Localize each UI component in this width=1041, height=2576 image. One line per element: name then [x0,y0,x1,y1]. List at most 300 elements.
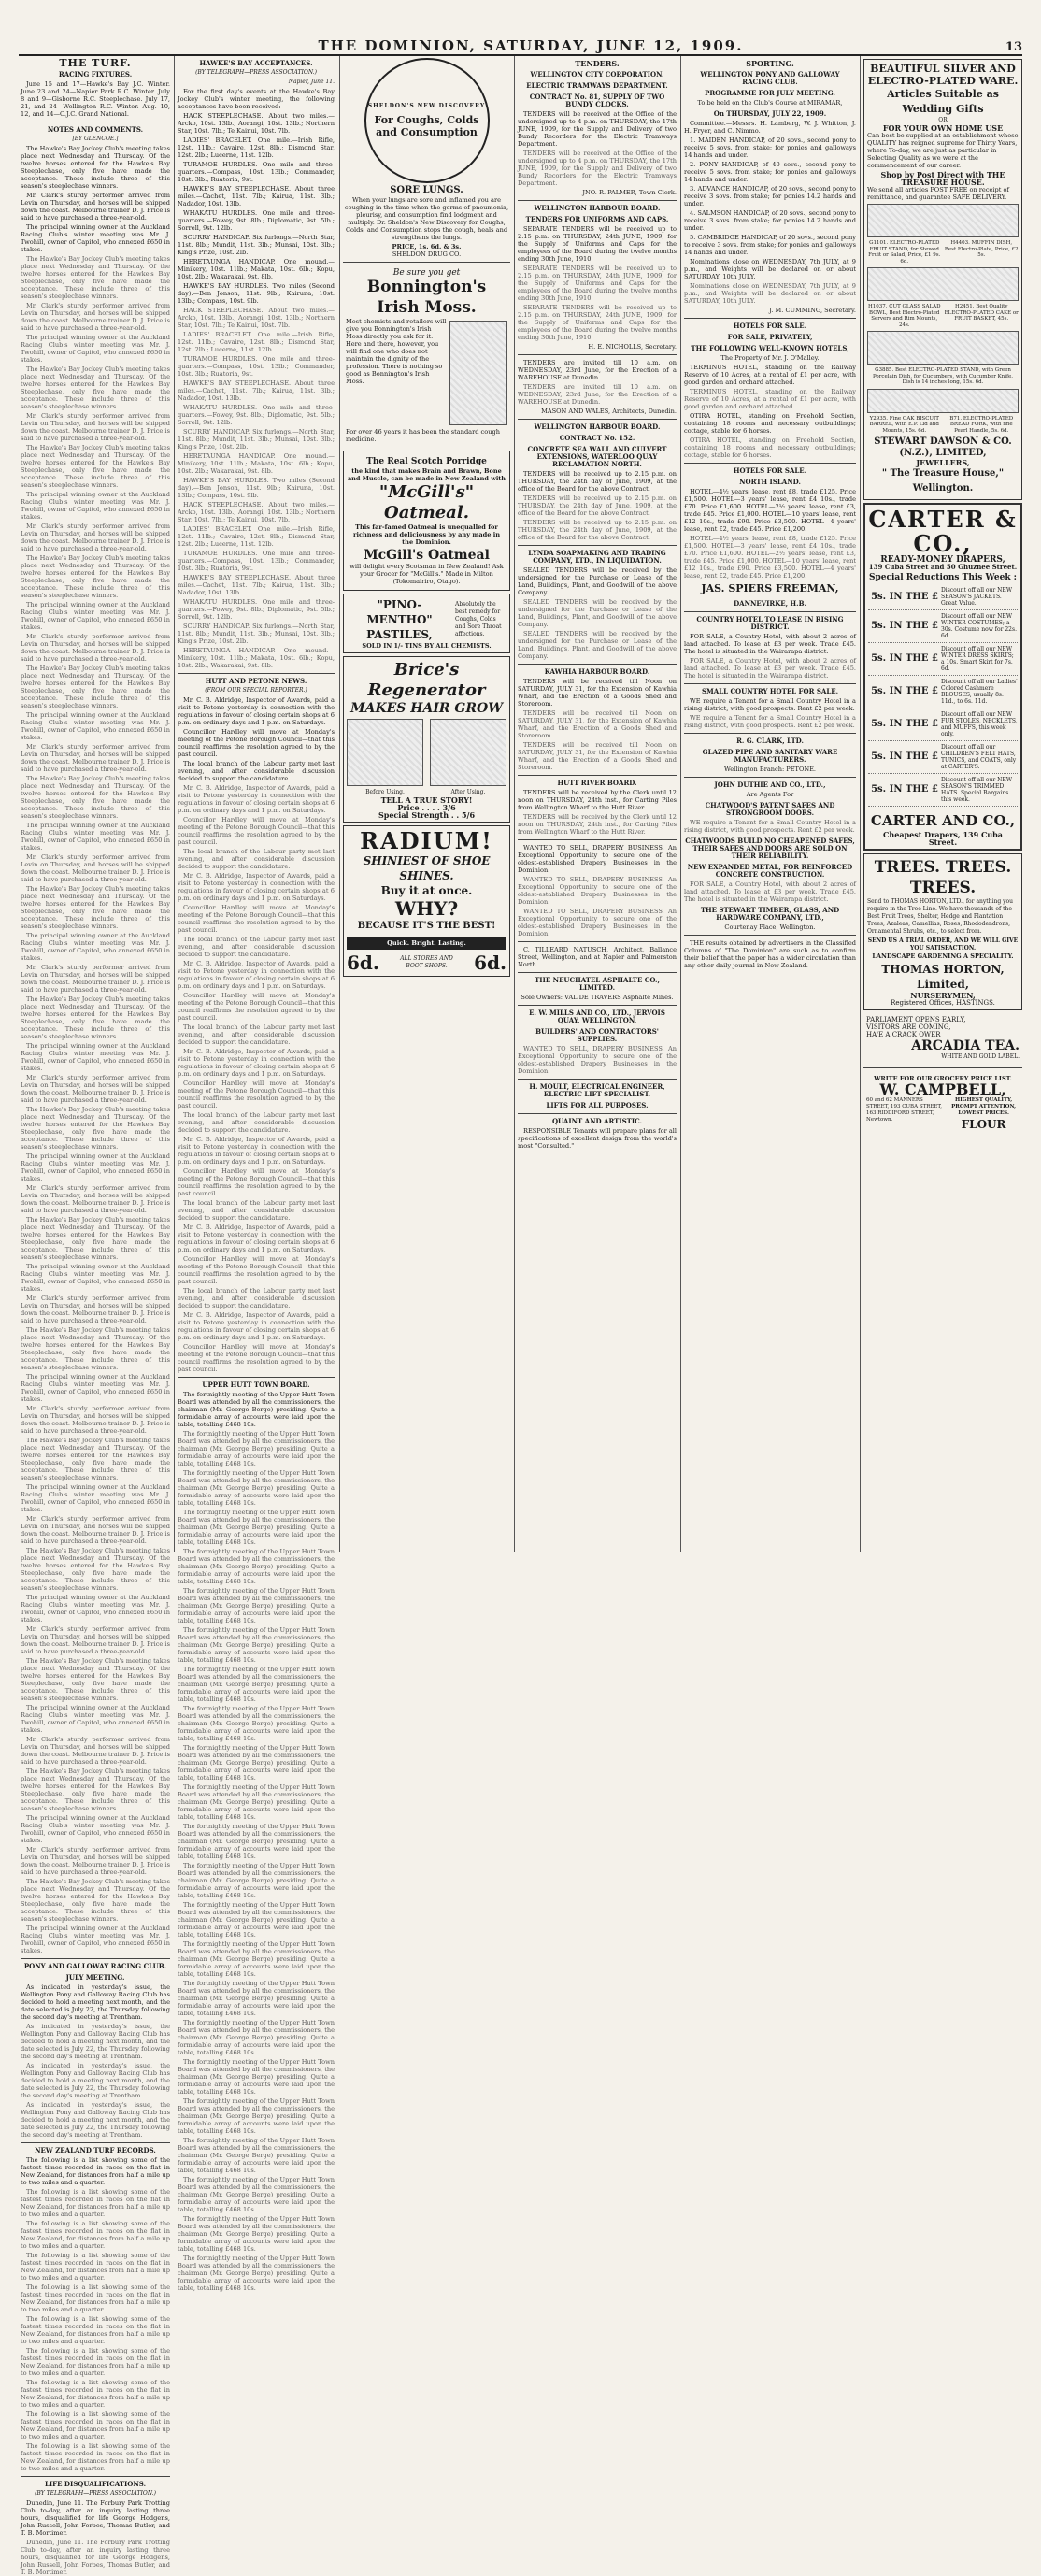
agent-name: JAS. SPIERS FREEMAN, [701,582,839,594]
column-ads [343,56,510,1557]
article-text: LADIES' BRACELET. One mile.—Irish Rifle, 12st. 11lb.; Cavaire, 12st. 8lb.; Dismond Star, 12st. 2lb.; Lucerne, 11st. 12lb. [178,136,335,159]
article-text: TURAMOE HURDLES. One mile and three-quarters.—Compass, 10st. 13lb.; Commander, 10st. 3lb.; Ruatoria, 9st. [178,355,335,378]
article-text: The fortnightly meeting of the Upper Hutt Town Board was attended by all the commissioners, the chairman (Mr. George Berge) presiding. Quite a formidable array of accounts were laid upon the table, totalling £468 10s. [178,1901,335,1939]
article-text: The following is a list showing some of the fastest times recorded in races on the flat in New Zealand, for distances from half a mile up to two miles and a quarter. [21,2411,170,2440]
notice-text: TENDERS are invited till 10 a.m. on WEDNESDAY, 23rd June, for the Erection of a WAREHOUSE at Dunedin. [518,383,677,406]
agent-address: DANNEVIRKE, H.B. [734,599,806,608]
discount-text: Discount off all our NEW FUR STOLES, NECKLETS, and MUFFS, this week only. [941,711,1018,737]
before-illustration [347,719,423,786]
notice-text: Courtenay Place, Wellington. [724,923,816,931]
notice-org: WELLINGTON HARBOUR BOARD. [534,204,661,212]
ad-text: the kind that makes Brain and Brawn, Bone and Muscle, can be made in New Zealand with [347,467,506,482]
article-text: Mr. Clark's sturdy performer arrived from Levin on Thursday, and horses will be shipped down the coast. Melbourne trainer D. J. Price is said to have purchased a three-year-old. [21,1074,170,1104]
ad-text: WHY? [394,897,459,920]
discount-text: Discount off all our NEW SEASON'S JACKETS. Great Value. [941,587,1012,607]
ad-text: HIGHEST QUALITY, PROMPT ATTENTION, LOWEST PRICES. [951,1097,1017,1116]
notice-text: TERMINUS HOTEL, standing on the Railway Reserve of 10 Acres, at a rental of £1 per acre, with good garden and orchard attached. [684,388,856,410]
article-text: The fortnightly meeting of the Upper Hutt Town Board was attended by all the commissioners, the chairman (Mr. George Berge) presiding. Quite a formidable array of accounts were laid upon the table, totalling £468 10s. [178,1783,335,1821]
article-text: The Hawke's Bay Jockey Club's meeting takes place next Wednesday and Thursday. Of the twelve horses entered for the Hawke's Bay Steeplechase, only five have made the acceptance. These include three of this season's steeplechase winners. [21,255,170,300]
article-text: The local branch of the Labour party met last evening, and after considerable discussion decided to support the candidature. [178,760,335,782]
notice-org: THE NEUCHATEL ASPHALTE CO., LIMITED. [535,976,660,992]
notice-text: 4. SALMSON HANDICAP, of 20 sovs., second pony to receive 3 sovs. from stake; for ponies 14.2 hands and under. [684,209,856,232]
article-text: The fortnightly meeting of the Upper Hutt Town Board was attended by all the commissioners, the chairman (Mr. George Berge) presiding. Quite a formidable array of accounts were laid upon the table, totalling £468 10s. [178,1744,335,1782]
notice-text: THE results obtained by advertisers in the Classified Columns of "The Dominion" are such as to confirm their belief that the paper has a wider circulation than any other daily journal in New Zealand. [684,939,856,969]
article-text: Mr. C. B. Aldridge, Inspector of Awards, paid a visit to Petone yesterday in connection with the regulations in favour of closing certain shops at 6 p.m. on ordinary days and 1 p.m. on Saturdays. [178,1048,335,1078]
notice-text: FOR SALE, a Country Hotel, with about 2 acres of land attached. To lease at £3 per week. Trade £45. The hotel is situated in the Wairarapa district. [684,657,856,680]
notice-org: KAWHIA HARBOUR BOARD. [544,667,650,676]
ad-text: WHITE AND GOLD LABEL. [941,1053,1020,1060]
notice-text: To be held on the Club's Course at MIRAMAR, [697,99,843,107]
byline: (BY TELEGRAPH—PRESS ASSOCIATION.) [35,2490,156,2497]
notice-org: E. W. MILLS AND CO., LTD., JERVOIS QUAY, WELLINGTON, [529,1009,665,1024]
masthead [19,37,1022,56]
silverware-illustration [867,331,1019,365]
ad-text: ALL STORES AND BOOT SHOPS. [400,955,453,969]
article-text: The principal winning owner at the Auckland Racing Club's winter meeting was Mr. J. Twohill, owner of Capitol, who annexed £650 in stakes. [21,1483,170,1513]
ad-price: 6d. [347,952,379,974]
notice-org: THE STEWART TIMBER, GLASS, AND HARDWARE COMPANY, LTD., [700,906,840,922]
article-text: As indicated in yesterday's issue, the Wellington Pony and Galloway Racing Club has decided to hold a meeting next month, and the date selected is July 22, the Thursday following the second day's meeting at Trentham. [21,2023,170,2060]
byline: (FROM OUR SPECIAL REPORTER.) [205,687,307,694]
notice-org: JOHN DUTHIE AND CO., LTD., [714,780,826,789]
article-text: Mr. Clark's sturdy performer arrived from Levin on Thursday, and horses will be shipped down the coast. Melbourne trainer D. J. Price is said to have purchased a three-year-old. [21,853,170,883]
ad-text: OR [938,117,948,123]
ad-seller: SHELDON DRUG CO. [392,250,462,258]
article-text: The fortnightly meeting of the Upper Hutt Town Board was attended by all the commissioners, the chairman (Mr. George Berge) presiding. Quite a formidable array of accounts were laid upon the table, totalling £468 10s. [178,1391,335,1428]
notice-heading: NEW EXPANDED METAL, FOR REINFORCED CONCRETE CONSTRUCTION. [687,863,853,879]
article-text: Mr. Clark's sturdy performer arrived from Levin on Thursday, and horses will be shipped down the coast. Melbourne trainer D. J. Price is said to have purchased a three-year-old. [21,1846,170,1876]
article-text: The fortnightly meeting of the Upper Hutt Town Board was attended by all the commissioners, the chairman (Mr. George Berge) presiding. Quite a formidable array of accounts were laid upon the table, totalling £468 10s. [178,1469,335,1507]
ad-heading: Articles Suitable as Wedding Gifts [887,88,999,115]
column-rule [860,56,861,1552]
caption: After Using. [450,789,486,795]
article-text: HAWKE'S BAY STEEPLECHASE. About three miles.—Cachet, 11st. 7lb.; Kairua, 11st. 3lb.; Nadador, 10st. 13lb. [178,379,335,402]
notice-text: TENDERS will be received at the Office of the undersigned up to 4 p.m. on THURSDAY, the 17th JUNE, 1909, for the Supply and Delivery of two Bundy Recorders for the Electric Tramways Department. [518,110,677,148]
ad-price: PRICE, 1s. 6d. & 3s. [392,243,462,250]
article-text: The local branch of the Labour party met last evening, and after considerable discussion decided to support the candidature. [178,936,335,958]
radium-ad [343,825,510,977]
article-text: Dunedin, June 11. The Forbury Park Trotting Club to-day, after an inquiry lasting three hours, disqualified for life George Hodgens, John Russell, John Forbes, Thomas Butler, and T. B. Mortimer. [21,2499,170,2537]
article-text: Mr. C. B. Aldridge, Inspector of Awards, paid a visit to Petone yesterday in connection with the regulations in favour of closing certain shops at 6 p.m. on ordinary days and 1 p.m. on Saturdays. [178,960,335,990]
discount-amount: 5s. IN THE £ [871,686,938,696]
campbell-ad [863,1072,1022,1135]
article-text: The fortnightly meeting of the Upper Hutt Town Board was attended by all the commissioners, the chairman (Mr. George Berge) presiding. Quite a formidable array of accounts were laid upon the table, totalling £468 10s. [178,1823,335,1860]
ad-text: " The Treasure House," Wellington. [881,468,1005,494]
article-text: HAWKE'S BAY STEEPLECHASE. About three miles.—Cachet, 11st. 7lb.; Kairua, 11st. 3lb.; Nadador, 10st. 13lb. [178,185,335,208]
article-text: SCURRY HANDICAP. Six furlongs.—North Star, 11st. 8lb.; Mundit, 11st. 3lb.; Munsai, 10st. 3lb.; King's Prize, 10st. 2lb. [178,623,335,645]
notice-text: Sole Owners: VAL DE TRAVERS Asphalte Mines. [520,994,674,1001]
notice-text: SEALED TENDERS will be received by the undersigned for the Purchase or Lease of the Land, Buildings, Plant, and Goodwill of the above Company. [518,566,677,596]
ad-heading: The Real Scotch Porridge [366,457,487,466]
article-text: The principal winning owner at the Auckland Racing Club's winter meeting was Mr. J. Twohill, owner of Capitol, who annexed £650 in stakes. [21,1704,170,1734]
article-text: The principal winning owner at the Auckland Racing Club's winter meeting was Mr. J. Twohill, owner of Capitol, who annexed £650 in stakes. [21,1925,170,1954]
article-heading: LIFE DISQUALIFICATIONS. [44,2480,147,2488]
brice-ad [343,656,510,823]
article-text: Mr. C. B. Aldridge, Inspector of Awards, paid a visit to Petone yesterday in connection with the regulations in favour of closing certain shops at 6 p.m. on ordinary days and 1 p.m. on Saturdays. [178,872,335,902]
article-text: The principal winning owner at the Auckland Racing Club's winter meeting was Mr. J. Twohill, owner of Capitol, who annexed £650 in stakes. [21,932,170,962]
article-text: Mr. C. B. Aldridge, Inspector of Awards, paid a visit to Petone yesterday in connection with the regulations in favour of closing certain shops at 6 p.m. on ordinary days and 1 p.m. on Saturdays. [178,784,335,814]
ad-tagline: Be sure you get [392,268,461,278]
item-caption: H1037. CUT GLASS SALAD BOWL, Best Electro-Plated Servers and Rim Mounts, 24s. [867,304,941,328]
masthead-title: THE DOMINION, SATURDAY, JUNE 12, 1909. [318,37,744,54]
article-text: The Hawke's Bay Jockey Club's meeting takes place next Wednesday and Thursday. Of the twelve horses entered for the Hawke's Bay Steeplechase, only five have made the acceptance. These include three of this season's steeplechase winners. [21,1106,170,1151]
ad-tagline: SHINIEST OF SHOE SHINES. [363,854,491,882]
column-hawkes-bay [178,56,335,2292]
article-text: The following is a list showing some of the fastest times recorded in races on the flat in New Zealand, for distances from half a mile up to two miles and a quarter. [21,2347,170,2377]
article-text: The fortnightly meeting of the Upper Hutt Town Board was attended by all the commissioners, the chairman (Mr. George Berge) presiding. Quite a formidable array of accounts were laid upon the table, totalling £468 10s. [178,2254,335,2292]
article-heading: HAWKE'S BAY ACCEPTANCES. [199,59,313,67]
notice-text: TENDERS will be received till Noon on SATURDAY, JULY 31, for the Extension of Kawhia Wharf, and the Erection of a Goods Shed and Storeroom. [518,741,677,771]
article-text: The fortnightly meeting of the Upper Hutt Town Board was attended by all the commissioners, the chairman (Mr. George Berge) presiding. Quite a formidable array of accounts were laid upon the table, totalling £468 10s. [178,1666,335,1703]
notice-text: SEPARATE TENDERS will be received up to 2.15 p.m. on THURSDAY, 24th JUNE, 1909, for the Supply of Uniforms and Caps for the employees of the Board during the twelve months ending 30th June, 1910. [518,225,677,263]
discount-amount: 5s. IN THE £ [871,591,938,602]
article-text: The local branch of the Labour party met last evening, and after considerable discussion decided to support the candidature. [178,1287,335,1309]
article-text: Councillor Hardley will move at Monday's meeting of the Petone Borough Council—that this council reaffirms the resolution agreed to by the past council. [178,1255,335,1285]
notice-org: WELLINGTON PONY AND GALLOWAY RACING CLUB. [700,70,840,86]
ad-text: FLOUR [961,1118,1006,1131]
notice-text: TENDERS will be received at the Office of the undersigned up to 4 p.m. on THURSDAY, the 17th JUNE, 1909, for the Supply and Delivery of two Bundy Recorders for the Electric Tramways Department. [518,150,677,187]
ad-brand: McGill's Oatmeal [364,548,490,563]
notice-text: WANTED TO SELL, DRAPERY BUSINESS. An Exceptional Opportunity to secure one of the oldest-established Drapery Businesses in the Dominion. [518,908,677,937]
seal-ring-text: SHELDON'S NEW DISCOVERY [367,103,486,109]
notice-heading: THE FOLLOWING WELL-KNOWN HOTELS, [691,344,849,352]
article-text: The Hawke's Bay Jockey Club's meeting takes place next Wednesday and Thursday. Of the twelve horses entered for the Hawke's Bay Steeplechase, only five have made the acceptance. These include three of this season's steeplechase winners. [21,1326,170,1371]
article-text: The local branch of the Labour party met last evening, and after considerable discussion decided to support the candidature. [178,848,335,870]
notice-text: SEALED TENDERS will be received by the undersigned for the Purchase or Lease of the Land, Buildings, Plant, and Goodwill of the above Company. [518,598,677,628]
ad-text: will delight every Scotsman in New Zealand! Ask your Grocer for "McGill's." Made in Milton (Tokomairiro, Otago). [349,563,504,585]
ad-brand: Bonnington's Irish Moss. [366,278,487,317]
notice-text: WANTED TO SELL, DRAPERY BUSINESS. An Exceptional Opportunity to secure one of the oldest-established Drapery Businesses in the Dominion. [518,1045,677,1075]
section-title: HOTELS FOR SALE. [733,322,807,330]
ad-price: 6d. [474,952,506,974]
ad-brand: RADIUM! [360,827,493,854]
item-caption: B71. ELECTRO-PLATED BREAD FORK, with fine Pearl Handle, 5s. 6d. [949,415,1014,434]
notice-text: SEPARATE TENDERS will be received up to 2.15 p.m. on THURSDAY, 24th JUNE, 1909, for the Supply of Uniforms and Caps for the employees of the Board during the twelve months ending 30th June, 1910. [518,304,677,341]
column-rule [174,56,175,1552]
notice-heading: QUAINT AND ARTISTIC. [551,1117,643,1125]
article-text: The fortnightly meeting of the Upper Hutt Town Board was attended by all the commissioners, the chairman (Mr. George Berge) presiding. Quite a formidable array of accounts were laid upon the table, totalling £468 10s. [178,1509,335,1546]
article-text: The Hawke's Bay Jockey Club's meeting takes place next Wednesday and Thursday. Of the twelve horses entered for the Hawke's Bay Steeplechase, only five have made the acceptance. These include three of this season's steeplechase winners. [21,1657,170,1702]
notice-org: WELLINGTON HARBOUR BOARD. [534,422,661,431]
article-text: The fortnightly meeting of the Upper Hutt Town Board was attended by all the commissioners, the chairman (Mr. George Berge) presiding. Quite a formidable array of accounts were laid upon the table, totalling £468 10s. [178,1940,335,1978]
silverware-illustration [867,389,1019,413]
article-text: The Hawke's Bay Jockey Club's meeting takes place next Wednesday and Thursday. Of the twelve horses entered for the Hawke's Bay Steeplechase, only five have made the acceptance. These include three of this season's steeplechase winners. [21,365,170,410]
article-text: The fortnightly meeting of the Upper Hutt Town Board was attended by all the commissioners, the chairman (Mr. George Berge) presiding. Quite a formidable array of accounts were laid upon the table, totalling £468 10s. [178,2176,335,2213]
ad-text: Registered Offices, HASTINGS. [891,999,995,1007]
ad-text: LANDSCAPE GARDENING A SPECIALITY. [872,952,1014,960]
ad-brand: ARCADIA TEA. [911,1038,1020,1053]
ad-address: 139 Cuba Street and 50 Ghuznee Street. [868,563,1018,571]
notice-org: HUTT RIVER BOARD. [557,779,637,787]
article-text: For the first day's events at the Hawke's Bay Jockey Club's winter meeting, the following acceptances have been received:— [178,88,335,110]
ad-text: Absolutely the best remedy for Coughs, Colds and Sore Throat affections. [455,601,502,637]
article-text: LADIES' BRACELET. One mile.—Irish Rifle, 12st. 11lb.; Cavaire, 12st. 8lb.; Dismond Star, 12st. 2lb.; Lucerne, 11st. 12lb. [178,331,335,353]
article-text: Councillor Hardley will move at Monday's meeting of the Petone Borough Council—that this council reaffirms the resolution agreed to by the past council. [178,1343,335,1373]
article-text: The principal winning owner at the Auckland Racing Club's winter meeting was Mr. J. Twohill, owner of Capitol, who annexed £650 in stakes. [21,601,170,631]
discount-amount: 5s. IN THE £ [871,653,938,664]
arcadia-ad [863,1013,1022,1064]
article-text: Mr. Clark's sturdy performer arrived from Levin on Thursday, and horses will be shipped down the coast. Melbourne trainer D. J. Price is said to have purchased a three-year-old. [21,412,170,442]
article-text: The principal winning owner at the Auckland Racing Club's winter meeting was Mr. J. Twohill, owner of Capitol, who annexed £650 in stakes. [21,1373,170,1403]
article-text: The Hawke's Bay Jockey Club's meeting takes place next Wednesday and Thursday. Of the twelve horses entered for the Hawke's Bay Steeplechase, only five have made the acceptance. These include three of this season's steeplechase winners. [21,1437,170,1481]
notice-heading: FOR SALE, PRIVATELY, [727,333,813,341]
notice-signature: J. M. CUMMING, Secretary. [769,307,856,314]
discount-amount: 5s. IN THE £ [871,719,938,729]
column-display-ads [863,56,1022,1557]
discount-amount: 5s. IN THE £ [871,751,938,762]
notice-heading: CHATWOODS BUILD NO CHEAPENED SAFES, THEIR SAFES AND DOORS ARE SOLD ON THEIR RELIABILITY. [685,837,855,860]
notice-date: On THURSDAY, JULY 22, 1909. [713,109,827,118]
ad-text: JEWELLERS, [916,458,970,467]
column-sporting [684,56,856,1557]
article-text: The principal winning owner at the Auckland Racing Club's winter meeting was Mr. J. Twohill, owner of Capitol, who annexed £650 in stakes. [21,1152,170,1182]
article-text: HACK STEEPLECHASE. About two miles.—Arcko, 10st. 13lb.; Aorangi, 10st. 13lb.; Northern Star, 10st. 7lb.; Te Kainui, 10st. 7lb. [178,112,335,135]
article-text: As indicated in yesterday's issue, the Wellington Pony and Galloway Racing Club has decided to hold a meeting next month, and the date selected is July 22, the Thursday following the second day's meeting at Trentham. [21,2062,170,2099]
notice-heading: CONTRACT No. 81, SUPPLY OF TWO BUNDY CLOCKS. [529,93,665,108]
notice-text: TENDERS will be received by the Clerk until 12 noon on THURSDAY, 24th inst., for Carting Piles from Wellington Wharf to the Hutt River. [518,789,677,811]
article-text: Mr. C. B. Aldridge, Inspector of Awards, paid a visit to Petone yesterday in connection with the regulations in favour of closing certain shops at 6 p.m. on ordinary days and 1 p.m. on Saturdays. [178,1311,335,1341]
ad-banner: TREES. TREES. TREES. [874,858,1012,897]
article-text: Councillor Hardley will move at Monday's meeting of the Petone Borough Council—that this council reaffirms the resolution agreed to by the past council. [178,816,335,846]
notice-signature: H. E. NICHOLLS, Secretary. [588,343,677,351]
article-text: SCURRY HANDICAP. Six furlongs.—North Star, 11st. 8lb.; Mundit, 11st. 3lb.; Munsai, 10st. 3lb.; King's Prize, 10st. 2lb. [178,428,335,451]
notice-heading: GLAZED PIPE AND SANITARY WARE MANUFACTURERS. [702,748,838,764]
notice-text: WANTED TO SELL, DRAPERY BUSINESS. An Exceptional Opportunity to secure one of the oldest-established Drapery Businesses in the Dominion. [518,844,677,874]
notice-text: HOTEL—4½ years' lease, rent £8, trade £125. Price £1,500. HOTEL—3 years' lease, rent £4 10s., trade £70. Price £1,600. HOTEL—2½ years' lease, rent £3, trade £45. Price £1,000. HOTEL—10 years' lease, rent £12 10s., trade £90. Price £3,500. HOTEL—4 years' lease, rent £2, trade £45. Price £1,200. [684,488,856,533]
notice-text: TENDERS are invited till 10 a.m. on WEDNESDAY, 23rd June, for the Erection of a WAREHOUSE at Dunedin. [518,359,677,381]
notice-heading: PROGRAMME FOR JULY MEETING. [705,89,835,97]
column-rule [680,56,681,1552]
ad-text: We send all articles POST FREE on receipt of remittance, and guarantee SAFE DELIVERY. [867,186,1009,201]
discount-text: Discount off all our CHILDREN'S FELT HATS, TUNICS, and COATS, only at CARTER'S. [941,744,1017,770]
stewart-dawson-ad [863,59,1022,500]
article-text: The fortnightly meeting of the Upper Hutt Town Board was attended by all the commissioners, the chairman (Mr. George Berge) presiding. Quite a formidable array of accounts were laid upon the table, totalling £468 10s. [178,1587,335,1624]
ad-text: NURSERYMEN, [910,991,976,1000]
article-text: The following is a list showing some of the fastest times recorded in races on the flat in New Zealand, for distances from half a mile up to two miles and a quarter. [21,2283,170,2313]
notice-signature: MASON AND WALES, Architects, Dunedin. [541,408,677,415]
article-text: Mr. Clark's sturdy performer arrived from Levin on Thursday, and horses will be shipped down the coast. Melbourne trainer D. J. Price is said to have purchased a three-year-old. [21,1736,170,1766]
ad-text: Buy it at once. [380,884,473,897]
notice-text: C. TILLEARD NATUSCH, Architect, Ballance Street, Wellington, and at Napier and Palmerston North. [518,946,677,968]
ad-text: Quick. Bright. Lasting. [347,937,506,950]
article-text: HACK STEEPLECHASE. About two miles.—Arcko, 10st. 13lb.; Aorangi, 10st. 13lb.; Northern Star, 10st. 7lb.; Te Kainui, 10st. 7lb. [178,307,335,329]
article-text: The fortnightly meeting of the Upper Hutt Town Board was attended by all the commissioners, the chairman (Mr. George Berge) presiding. Quite a formidable array of accounts were laid upon the table, totalling £468 10s. [178,2215,335,2253]
article-text: Mr. C. B. Aldridge, Inspector of Awards, paid a visit to Petone yesterday in connection with the regulations in favour of closing certain shops at 6 p.m. on ordinary days and 1 p.m. on Saturdays. [178,1136,335,1166]
article-text: HAWKE'S BAY STEEPLECHASE. About three miles.—Cachet, 11st. 7lb.; Kairua, 11st. 3lb.; Nadador, 10st. 13lb. [178,574,335,596]
discount-text: Discount off all our Ladies' Colored Cashmere BLOUSES, usually 8s. 11d., to 6s. 11d. [941,679,1018,705]
ad-brand: THOMAS HORTON, Limited, [881,963,1005,991]
article-text: The principal winning owner at the Auckland Racing Club's winter meeting was Mr. J. Twohill, owner of Capitol, who annexed £650 in stakes. [21,1814,170,1844]
notice-text: 5. CAMBRIDGE HANDICAP, of 20 sovs., second pony to receive 3 sovs. from stake; for ponies and galloways 14 hands and under. [684,234,856,256]
seal-center-text: For Coughs, Colds and Consumption [374,114,479,138]
ad-tagline: Cheapest Drapers, 139 Cuba Street. [883,830,1003,847]
notice-text: OTIRA HOTEL, standing on Freehold Section, containing 18 rooms and necessary outbuildings; cottage, stable for 6 horses. [684,412,856,435]
notice-heading: SMALL COUNTRY HOTEL FOR SALE. [701,687,839,695]
notice-signature: JNO. R. PALMER, Town Clerk. [582,189,677,196]
article-text: The Hawke's Bay Jockey Club's meeting takes place next Wednesday and Thursday. Of the twelve horses entered for the Hawke's Bay Steeplechase, only five have made the acceptance. These include three of this season's steeplechase winners. [21,444,170,489]
notice-text: SEALED TENDERS will be received by the undersigned for the Purchase or Lease of the Land, Buildings, Plant, and Goodwill of the above Company. [518,630,677,660]
ad-text: Can best be supplied at an establishment whose QUALITY has reigned supreme for Thirty Years, where To-day, we are just as particular in Selecting Quality as we were at the commencement of our career. [867,132,1019,169]
article-text: SCURRY HANDICAP. Six furlongs.—North Star, 11st. 8lb.; Mundit, 11st. 3lb.; Munsai, 10st. 3lb.; King's Prize, 10st. 2lb. [178,234,335,256]
ad-heading: Shop by Post Direct with THE TREASURE HOUSE. [880,170,1005,187]
caption: Before Using. [365,789,405,795]
ad-brand: CARTER & CO., [868,506,1018,557]
article-text: The Hawke's Bay Jockey Club's meeting takes place next Wednesday and Thursday. Of the twelve horses entered for the Hawke's Bay Steeplechase, only five have made the acceptance. These include three of this season's steeplechase winners. [21,885,170,930]
notice-contract: CONTRACT No. 152. [559,434,635,442]
notice-text: FOR SALE, a Country Hotel, with about 2 acres of land attached. To lease at £3 per week. Trade £45. The hotel is situated in the Wairarapa district. [684,880,856,903]
ad-banner: BEAUTIFUL SILVER AND ELECTRO-PLATED WARE. [867,63,1019,87]
article-heading: UPPER HUTT TOWN BOARD. [202,1381,310,1389]
ad-brand: STEWART DAWSON & CO. (N.Z.), LIMITED, [874,436,1012,458]
article-text: The principal winning owner at the Auckland Racing Club's winter meeting was Mr. J. Twohill, owner of Capitol, who annexed £650 in stakes. [21,822,170,852]
article-text: LADIES' BRACELET. One mile.—Irish Rifle, 12st. 11lb.; Cavaire, 12st. 8lb.; Dismond Star, 12st. 2lb.; Lucerne, 11st. 12lb. [178,525,335,548]
horton-ad [863,853,1022,1010]
article-text: The fortnightly meeting of the Upper Hutt Town Board was attended by all the commissioners, the chairman (Mr. George Berge) presiding. Quite a formidable array of accounts were laid upon the table, totalling £468 10s. [178,1862,335,1899]
notice-heading: NORTH ISLAND. [739,478,801,486]
article-text: Mr. Clark's sturdy performer arrived from Levin on Thursday, and horses will be shipped down the coast. Melbourne trainer D. J. Price is said to have purchased a three-year-old. [21,1184,170,1214]
discount-text: Discount off all our NEW WINTER DRESS SKIRTS; a 10s. Smart Skirt for 7s. 6d. [941,646,1014,672]
notice-text: TERMINUS HOTEL, standing on the Railway Reserve of 10 Acres, at a rental of £1 per acre, with good garden and orchard attached. [684,364,856,386]
notice-text: TENDERS will be received till Noon on SATURDAY, JULY 31, for the Extension of Kawhia Wharf, and the Erection of a Goods Shed and Storeroom. [518,678,677,708]
notice-org: H. MOULT, ELECTRICAL ENGINEER, ELECTRIC LIFT SPECIALIST. [529,1082,665,1098]
article-text: The following is a list showing some of the fastest times recorded in races on the flat in New Zealand, for distances from half a mile up to two miles and a quarter. [21,2442,170,2472]
discount-text: Discount off all our NEW WINTER COSTUMES; a 30s. Costume now for 22s. 6d. [941,613,1017,639]
mcgills-ad [343,451,510,591]
article-text: Mr. Clark's sturdy performer arrived from Levin on Thursday, and horses will be shipped down the coast. Melbourne trainer D. J. Price is said to have purchased a three-year-old. [21,192,170,222]
ad-brand: CARTER AND CO., [870,812,1016,829]
article-text: Mr. Clark's sturdy performer arrived from Levin on Thursday, and horses will be shipped down the coast. Melbourne trainer D. J. Price is said to have purchased a three-year-old. [21,1625,170,1655]
notice-text: HOTEL—4½ years' lease, rent £8, trade £125. Price £1,500. HOTEL—3 years' lease, rent £4 10s., trade £70. Price £1,600. HOTEL—2½ years' lease, rent £3, trade £45. Price £1,000. HOTEL—10 years' lease, rent £12 10s., trade £90. Price £3,500. HOTEL—4 years' lease, rent £2, trade £45. Price £1,200. [684,535,856,580]
article-text: Mr. Clark's sturdy performer arrived from Levin on Thursday, and horses will be shipped down the coast. Melbourne trainer D. J. Price is said to have purchased a three-year-old. [21,964,170,994]
ad-tagline: READY-MONEY DRAPERS, [880,555,1005,565]
ad-price: Price . . . . 3/6 [397,803,456,812]
article-text: Councillor Hardley will move at Monday's meeting of the Petone Borough Council—that this council reaffirms the resolution agreed to by the past council. [178,1167,335,1197]
column-rule [339,56,340,1552]
ad-text: For over 46 years it has been the standard cough medicine. [346,428,500,443]
notice-text: Wellington Branch: PETONE. [723,766,817,773]
ad-text: SEND US A TRIAL ORDER, AND WE WILL GIVE YOU SATISFACTION. [867,937,1019,952]
article-text: The fortnightly meeting of the Upper Hutt Town Board was attended by all the commissioners, the chairman (Mr. George Berge) presiding. Quite a formidable array of accounts were laid upon the table, totalling £468 10s. [178,1705,335,1742]
notice-heading: TENDERS FOR UNIFORMS AND CAPS. [525,215,669,223]
article-text: HERETAUNGA HANDICAP. One mound.—Minikery, 10st. 11lb.; Makata, 10st. 6lb.; Kopu, 10st. 2lb.; Wakarakai, 9st. 8lb. [178,258,335,280]
ad-text: SOLD IN 1/- TINS BY ALL CHEMISTS. [362,642,492,650]
item-caption: Y2935. Fine OAK BISCUIT BARREL, with E.P. Lid and Mounts, 15s. 6d. [869,415,939,434]
notice-org: WELLINGTON CITY CORPORATION. [530,70,664,79]
notice-text: 3. ADVANCE HANDICAP, of 20 sovs., second pony to receive 3 sovs. from stake; for ponies 14.2 hands and under. [684,185,856,208]
notice-text: Committee.—Messrs. H. Lamberg, W. J. Whitton, J. H. Fryer, and C. Nimmo. [684,120,856,135]
article-heading: RACING FIXTURES. [58,70,133,79]
byline: [BY GLENCOE.] [72,136,119,142]
article-text: HAWKE'S BAY HURDLES. Two miles (Second day).—Ben Jonson, 11st. 9lb.; Kairuna, 10st. 13lb.; Compass, 10st. 9lb. [178,282,335,305]
notice-text: WE require a Tenant for a Small Country Hotel in a rising district, with good prospects. Rent £2 per week. [684,697,856,712]
notice-heading: CONCRETE SEA WALL AND CULVERT EXTENSIONS, WATERLOO QUAY RECLAMATION NORTH. [527,445,667,468]
ad-text: BECAUSE IT'S THE BEST! [357,921,496,931]
discount-amount: 5s. IN THE £ [871,621,938,631]
article-text: The fortnightly meeting of the Upper Hutt Town Board was attended by all the commissioners, the chairman (Mr. George Berge) presiding. Quite a formidable array of accounts were laid upon the table, totalling £468 10s. [178,2058,335,2096]
article-text: The Hawke's Bay Jockey Club's meeting takes place next Wednesday and Thursday. Of the twelve horses entered for the Hawke's Bay Steeplechase, only five have made the acceptance. These include three of this season's steeplechase winners. [21,775,170,820]
item-caption: H2451. Best Quality ELECTRO-PLATED CAKE or FRUIT BASKET, 45s. [944,304,1019,322]
article-heading: PONY AND GALLOWAY RACING CLUB. [23,1962,167,1970]
notice-text: WE require a Tenant for a Small Country Hotel in a rising district, with good prospects. Rent £2 per week. [684,819,856,834]
ad-text: When your lungs are sore and inflamed you are coughing in the time when the germs of pneumonia, pleurisy, and consumption find lodgment and multiply. Dr. Sheldon's New Discovery for Coughs, Colds, and Consumption stops the cough, heals and strengthens the lungs. [344,196,509,241]
ad-brand: "McGill's" Oatmeal. [378,482,475,522]
ad-heading: FOR YOUR OWN HOME USE [882,123,1004,133]
article-text: Mr. Clark's sturdy performer arrived from Levin on Thursday, and horses will be shipped down the coast. Melbourne trainer D. J. Price is said to have purchased a three-year-old. [21,302,170,332]
discount-amount: 5s. IN THE £ [871,784,938,794]
article-text: TURAMOE HURDLES. One mile and three-quarters.—Compass, 10st. 13lb.; Commander, 10st. 3lb.; Ruatoria, 9st. [178,550,335,572]
byline: (BY TELEGRAPH—PRESS ASSOCIATION.) [195,69,317,76]
notice-text: TENDERS will be received up to 2.15 p.m. on THURSDAY, the 24th day of June, 1909, at the office of the Board for the above Contract. [518,494,677,517]
notice-heading: BUILDERS' AND CONTRACTORS' SUPPLIES. [535,1027,659,1043]
ad-text: PARLIAMENT OPENS EARLY, [866,1016,966,1023]
article-text: The following is a list showing some of the fastest times recorded in races on the flat in New Zealand, for distances from half a mile up to two miles and a quarter. [21,2156,170,2186]
article-text: The local branch of the Labour party met last evening, and after considerable discussion decided to support the candidature. [178,1199,335,1222]
ad-text: TELL A TRUE STORY! [380,795,473,805]
bonnington-ad [343,266,510,448]
article-text: Mr. Clark's sturdy performer arrived from Levin on Thursday, and horses will be shipped down the coast. Melbourne trainer D. J. Price is said to have purchased a three-year-old. [21,1405,170,1435]
ad-price: Special Strength . . 5/6 [378,810,476,820]
article-text: Mr. Clark's sturdy performer arrived from Levin on Thursday, and horses will be shipped down the coast. Melbourne trainer D. J. Price is said to have purchased a three-year-old. [21,1515,170,1545]
article-text: The following is a list showing some of the fastest times recorded in races on the flat in New Zealand, for distances from half a mile up to two miles and a quarter. [21,2379,170,2409]
article-text: The Hawke's Bay Jockey Club's meeting takes place next Wednesday and Thursday. Of the twelve horses entered for the Hawke's Bay Steeplechase, only five have made the acceptance. These include three of this season's steeplechase winners. [21,995,170,1040]
article-text: Mr. C. B. Aldridge, Inspector of Awards, paid a visit to Petone yesterday in connection with the regulations in favour of closing certain shops at 6 p.m. on ordinary days and 1 p.m. on Saturdays. [178,1224,335,1253]
notice-text: Nominations close on WEDNESDAY, 7th JULY, at 9 p.m., and Weights will be declared on or about SATURDAY, 10th JULY. [684,258,856,280]
silverware-illustration [867,267,1019,301]
article-text: HERETAUNGA HANDICAP. One mound.—Minikery, 10st. 11lb.; Makata, 10st. 6lb.; Kopu, 10st. 2lb.; Wakarakai, 9st. 8lb. [178,452,335,475]
article-text: The fortnightly meeting of the Upper Hutt Town Board was attended by all the commissioners, the chairman (Mr. George Berge) presiding. Quite a formidable array of accounts were laid upon the table, totalling £468 10s. [178,1430,335,1467]
notice-text: TENDERS will be received up to 2.15 p.m. on THURSDAY, the 24th day of June, 1909, at the office of the Board for the above Contract. [518,470,677,493]
column-turf [21,56,170,2576]
ad-brand: Brice's Regenerator [367,660,486,700]
ad-tagline: MAKES HAIR GROW [350,701,503,716]
notice-text: TENDERS will be received by the Clerk until 12 noon on THURSDAY, 24th inst., for Carting Piles from Wellington Wharf to the Hutt River. [518,813,677,836]
article-heading: HUTT AND PETONE NEWS. [205,677,307,685]
article-text: The local branch of the Labour party met last evening, and after considerable discussion decided to support the candidature. [178,1111,335,1134]
article-heading: NEW ZEALAND TURF RECORDS. [35,2146,156,2154]
ad-text: HA'E A CRACK OWER [866,1031,941,1038]
article-text: The following is a list showing some of the fastest times recorded in races on the flat in New Zealand, for distances from half a mile up to two miles and a quarter. [21,2220,170,2250]
notice-text: Nominations close on WEDNESDAY, 7th JULY, at 9 p.m., and Weights will be declared on or about SATURDAY, 10th JULY. [684,282,856,305]
article-text: The Hawke's Bay Jockey Club's meeting takes place next Wednesday and Thursday. Of the twelve horses entered for the Hawke's Bay Steeplechase, only five have made the acceptance. These include three of this season's steeplechase winners. [21,1547,170,1592]
ad-brand: W. CAMPBELL, [879,1080,1006,1098]
article-text: The principal winning owner at the Auckland Racing Club's winter meeting was Mr. J. Twohill, owner of Capitol, who annexed £650 in stakes. [21,1263,170,1293]
article-text: Dunedin, June 11. The Forbury Park Trotting Club to-day, after an inquiry lasting three hours, disqualified for life George Hodgens, John Russell, John Forbes, Thomas Butler, and T. B. Mortimer. [21,2539,170,2576]
ad-heading: Special Reductions This Week : [868,573,1018,582]
notice-heading: LIFTS FOR ALL PURPOSES. [546,1101,649,1109]
item-caption: G1101. ELECTRO-PLATED FRUIT STAND, for Stewed Fruit or Salad, Price, £1 9s. 6d. [868,240,941,265]
notice-heading: COUNTRY HOTEL TO LEASE IN RISING DISTRICT. [696,615,844,631]
article-text: Councillor Hardley will move at Monday's meeting of the Petone Borough Council—that this council reaffirms the resolution agreed to by the past council. [178,728,335,758]
ad-brand: "PINO-MENTHO" PASTILES, [366,598,433,641]
article-subheading: JULY MEETING. [65,1973,125,1982]
notice-org: LYNDA SOAPMAKING AND TRADING COMPANY, LTD., IN LIQUIDATION. [528,549,666,565]
section-title: TENDERS. [575,59,620,68]
notice-text: The Property of Mr. J. O'Malley. [720,354,820,362]
ad-text: WRITE FOR OUR GROCERY PRICE LIST. [874,1075,1012,1082]
article-text: HACK STEEPLECHASE. About two miles.—Arcko, 10st. 13lb.; Aorangi, 10st. 13lb.; Northern Star, 10st. 7lb.; Te Kainui, 10st. 7lb. [178,501,335,523]
page-number: 13 [1005,40,1022,54]
article-text: Mr. Clark's sturdy performer arrived from Levin on Thursday, and horses will be shipped down the coast. Melbourne trainer D. J. Price is said to have purchased a three-year-old. [21,743,170,773]
dateline: Napier, June 11. [288,79,335,85]
article-text: TURAMOE HURDLES. One mile and three-quarters.—Compass, 10st. 13lb.; Commander, 10st. 3lb.; Ruatoria, 9st. [178,161,335,183]
fixtures-text: June 15 and 17—Hawke's Bay J.C. Winter. June 23 and 24—Napier Park R.C. Winter. July 8 and 9—Gisborne R.C. Steeplechase. July 17, 21, and 24—Wellington R.C. Winter. Aug. 10, 12, and 14—C.J.C. Grand National. [21,80,170,118]
notice-text: OTIRA HOTEL, standing on Freehold Section, containing 18 rooms and necessary outbuildings; cottage, stable for 6 horses. [684,436,856,459]
notice-text: Are Agents For [746,791,794,798]
ad-text: Send to THOMAS HORTON, LTD., for anything you require in the Tree Line. We have thousands of the Best Fruit Trees, Shelter, Hedge and Plantation Trees, Azaleas, Camellias, Roses, Rhododendrons, Ornamental Shrubs, etc., to select from. [867,898,1013,935]
ad-address: 60 and 62 MANNERS STREET, 193 CUBA STREET, 163 RIDDIFORD STREET, Newtown. [866,1097,943,1123]
article-text: The Hawke's Bay Jockey Club's meeting takes place next Wednesday and Thursday. Of the twelve horses entered for the Hawke's Bay Steeplechase, only five have made the acceptance. These include three of this season's steeplechase winners. [21,554,170,599]
carter-ad [863,503,1022,851]
